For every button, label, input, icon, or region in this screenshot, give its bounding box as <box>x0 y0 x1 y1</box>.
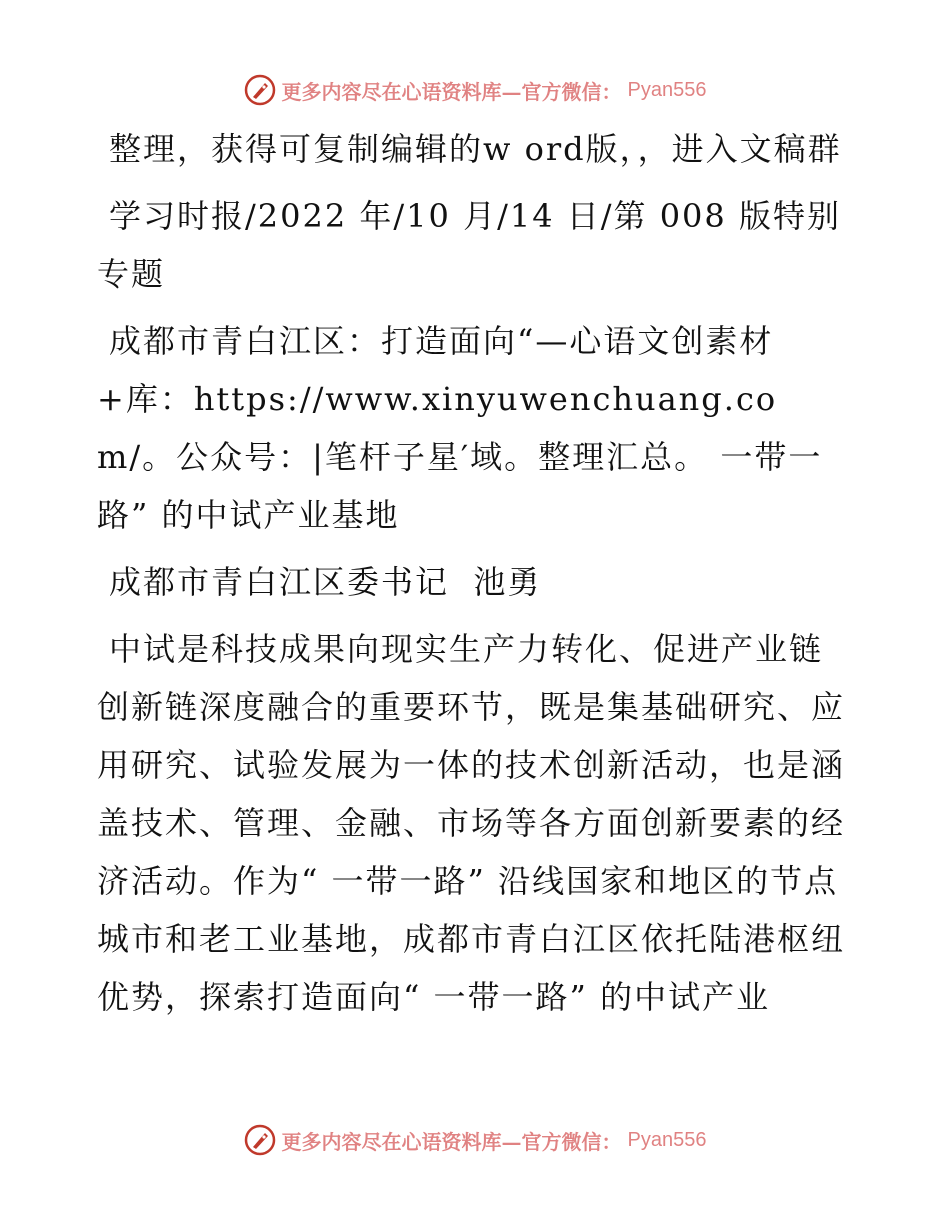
author-line: 成都市青白江区委书记 池勇 <box>109 563 542 601</box>
watermark-wechat-id: Pyan556 <box>627 78 707 101</box>
footer-watermark <box>0 1120 950 1160</box>
article-title: 成都市青白江区：打造面向“—心语文创素材+库：https://www.xinyuwenchuang.com/。公众号：|笔杆子星′域。整理汇总。 一带一路” 的中试产业基地 <box>97 322 823 534</box>
watermark-text: 更多内容尽在心语资料库—官方微信： <box>281 79 622 104</box>
body-paragraph: 中试是科技成果向现实生产力转化、促进产业链创新链深度融合的重要环节，既是集基础研究、应用研究、试验发展为一体的技术创新活动，也是涵盖技术、管理、金融、市场等各方面创新要素的经济活动。作为“ 一带一路” 沿线国家和地区的节点城市和老工业基地，成都市青白江区依托陆港枢纽优势，探索打造面向“ 一带一路” 的中试产业 <box>97 630 846 1016</box>
intro-line: 整理，获得可复制编辑的w ord版，，进入文稿群 <box>109 130 842 168</box>
watermark-wechat-id: Pyan556 <box>627 1128 707 1151</box>
pen-nib-logo-icon <box>244 1124 276 1156</box>
pen-nib-logo-icon <box>244 74 276 106</box>
header-watermark <box>0 70 950 110</box>
document-body <box>97 120 847 1035</box>
watermark-text: 更多内容尽在心语资料库—官方微信： <box>281 1129 622 1154</box>
source-line: 学习时报/2022 年/10 月/14 日/第 008 版特别专题 <box>97 197 841 293</box>
